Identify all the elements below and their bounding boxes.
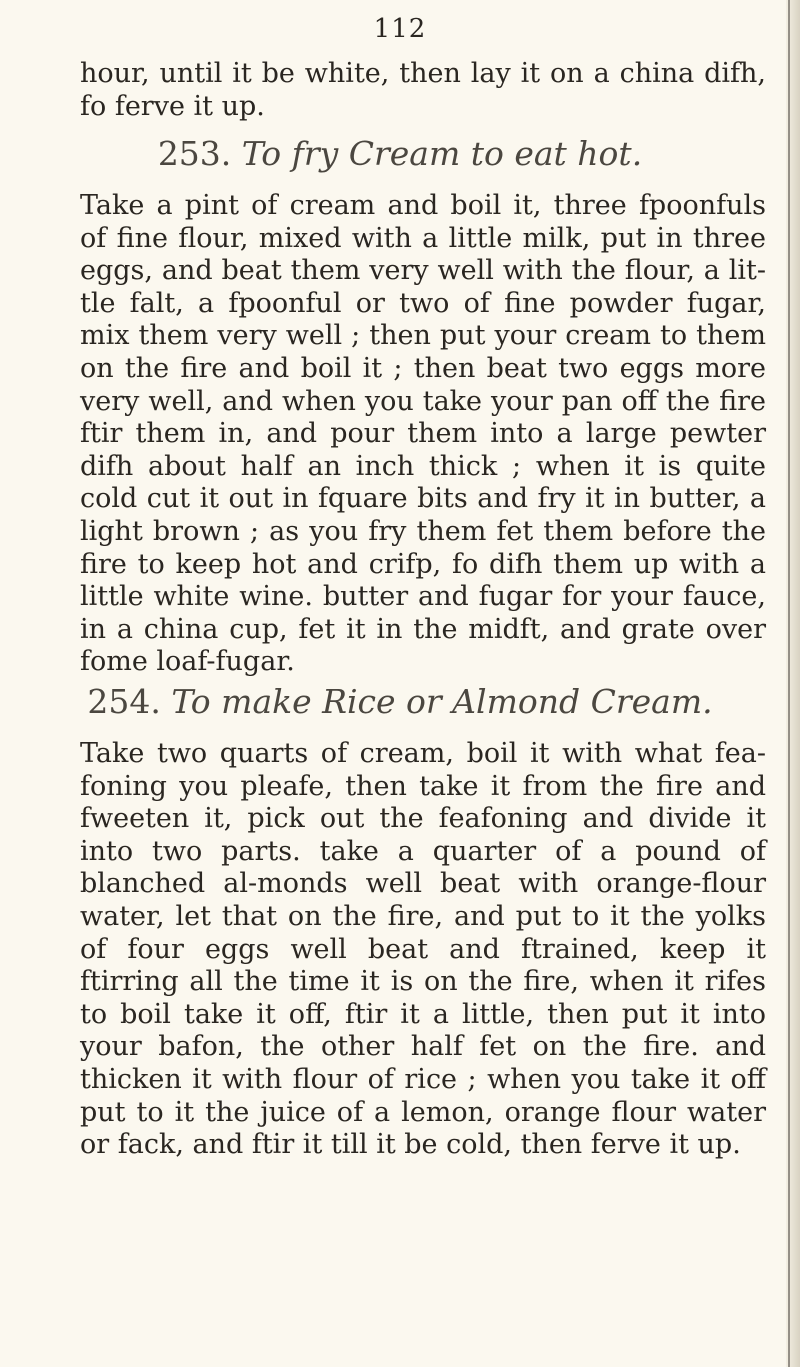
recipe-253-heading xyxy=(0,134,800,173)
continuation-paragraph xyxy=(80,58,766,123)
recipe-254-heading xyxy=(0,682,800,721)
page-number: 112 xyxy=(373,14,427,44)
recipe-254-number: 254. xyxy=(87,682,161,721)
continuation-text: hour, until it be white, then lay it on a china difh, fo ferve it up. xyxy=(80,58,766,122)
recipe-253-number: 253. xyxy=(157,134,232,173)
recipe-254-title: To make Rice or Almond Cream. xyxy=(171,682,713,721)
recipe-253-paragraph xyxy=(80,190,766,679)
recipe-253-body: Take a pint of cream and boil it, three fpoonfuls of fine flour, mixed with a little milk, put in three eggs, and beat them very well with the flour, a lit-tle falt, a fpoonful or two of fine powder fugar, mix them very well ; then put your cream to them on the fire and boil it ; then beat two eggs more very well, and when you take your pan off the fire ftir them in, and pour them into a large pewter difh about half an inch thick ; when it is quite cold cut it out in fquare bits and fry it in butter, a light brown ; as you fry them fet them before the fire to keep hot and crifp, fo difh them up with a little white wine. butter and fugar for your fauce, in a china cup, fet it in the midft, and grate over fome loaf-fugar. xyxy=(80,190,766,678)
recipe-254-body: Take two quarts of cream, boil it with what fea-foning you pleafe, then take it from the fire and fweeten it, pick out the feafoning and divide it into two parts. take a quarter of a pound of blanched al-monds well beat with orange-flour water, let that on the fire, and put to it the yolks of four eggs well beat and ftrained, keep it ftirring all the time it is on the fire, when it rifes to boil take it off, ftir it a little, then put it into your bafon, the other half fet on the fire. and thicken it with flour of rice ; when you take it off put to it the juice of a lemon, orange flour water or fack, and ftir it till it be cold, then ferve it up. xyxy=(80,738,766,1161)
recipe-254-paragraph xyxy=(80,738,766,1162)
recipe-253-title: To fry Cream to eat hot. xyxy=(241,134,643,173)
